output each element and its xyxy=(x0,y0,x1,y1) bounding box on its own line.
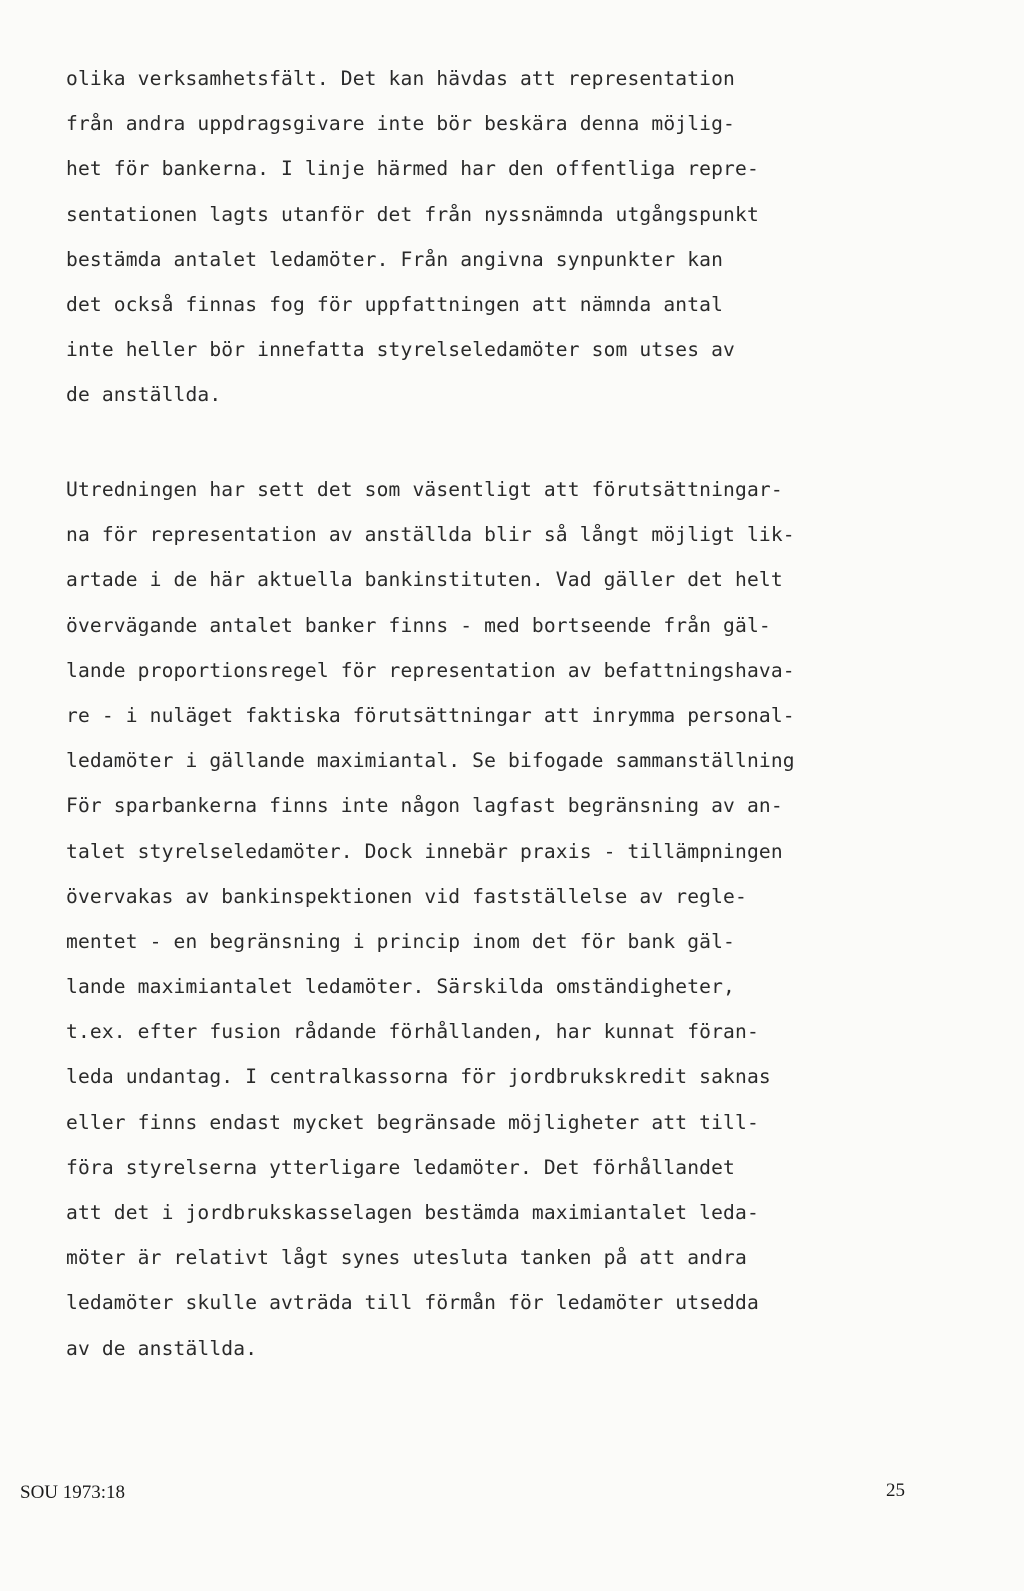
text-line: re - i nuläget faktiska förutsättningar att inrymma personal- xyxy=(66,703,795,727)
text-line: lande proportionsregel för representation av befattningshava- xyxy=(66,658,795,682)
text-line: möter är relativt lågt synes utesluta tanken på att andra xyxy=(66,1246,747,1270)
text-line: föra styrelserna ytterligare ledamöter. Det förhållandet xyxy=(66,1155,735,1179)
text-line: från andra uppdragsgivare inte bör beskära denna möjlig- xyxy=(66,112,735,136)
text-line: övervakas av bankinspektionen vid fastställelse av regle- xyxy=(66,884,747,908)
text-line: sentationen lagts utanför det från nyssnämnda utgångspunkt xyxy=(66,202,759,226)
text-line: ledamöter skulle avträda till förmån för ledamöter utsedda xyxy=(66,1291,759,1315)
footer-page-number: 25 xyxy=(886,1480,905,1501)
text-line: eller finns endast mycket begränsade möjligheter att till- xyxy=(66,1110,759,1134)
text-line: av de anställda. xyxy=(66,1336,258,1360)
text-line: de anställda. xyxy=(66,383,222,407)
text-line: Utredningen har sett det som väsentligt att förutsättningar- xyxy=(66,478,783,501)
text-line: bestämda antalet ledamöter. Från angivna synpunkter kan xyxy=(66,247,724,271)
text-line: det också finnas fog för uppfattningen att nämnda antal xyxy=(66,292,724,316)
text-line: inte heller bör innefatta styrelseledamöter som utses av xyxy=(66,338,735,362)
text-line: övervägande antalet banker finns - med bortseende från gäl- xyxy=(66,613,771,637)
text-line: t.ex. efter fusion rådande förhållanden, har kunnat föran- xyxy=(66,1020,759,1044)
text-line: leda undantag. I centralkassorna för jordbrukskredit saknas xyxy=(66,1065,771,1089)
paragraph-2 xyxy=(66,470,966,1374)
text-line: mentet - en begränsning i princip inom det för bank gäl- xyxy=(66,929,735,953)
text-line: att det i jordbrukskasselagen bestämda maximiantalet leda- xyxy=(66,1201,759,1224)
text-line: lande maximiantalet ledamöter. Särskilda omständigheter, xyxy=(66,975,735,999)
text-line: na för representation av anställda blir så långt möjligt lik- xyxy=(66,523,795,547)
footer-publication: SOU 1973:18 xyxy=(20,1482,126,1503)
text-line: För sparbankerna finns inte någon lagfast begränsning av an- xyxy=(66,794,783,818)
paragraph-1 xyxy=(66,59,966,421)
text-line: talet styrelseledamöter. Dock innebär praxis - tillämpningen xyxy=(66,839,783,863)
text-line: artade i de här aktuella bankinstituten. Vad gäller det helt xyxy=(66,568,783,592)
text-line: ledamöter i gällande maximiantal. Se bifogade sammanställning xyxy=(66,749,795,773)
text-line: het för bankerna. I linje härmed har den offentliga repre- xyxy=(66,157,759,181)
text-line: olika verksamhetsfält. Det kan hävdas att representation xyxy=(66,67,735,90)
